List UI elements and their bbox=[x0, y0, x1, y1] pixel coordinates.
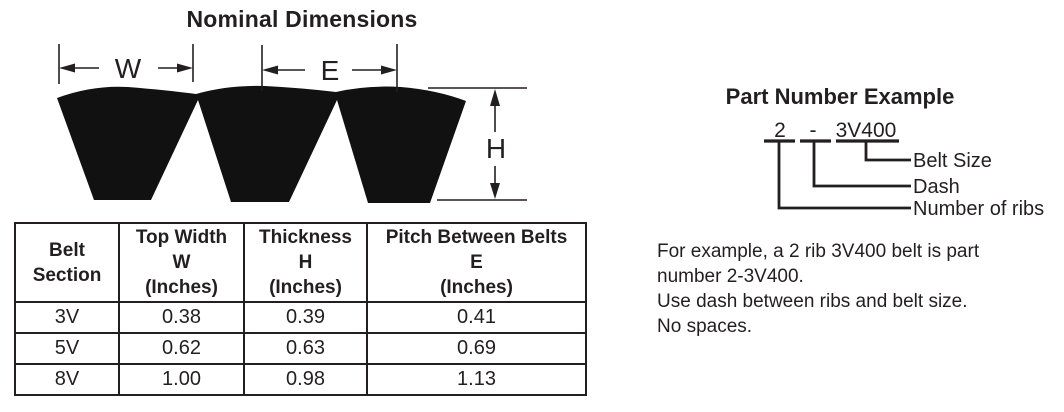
table-header-row bbox=[15, 223, 586, 302]
header-line: (Inches) bbox=[440, 277, 513, 298]
header-line: Top Width bbox=[135, 227, 228, 248]
dimension-e bbox=[262, 44, 397, 92]
header-line: W bbox=[172, 252, 191, 273]
cell-belt-section: 8V bbox=[15, 364, 119, 395]
note-line: Use dash between ribs and belt size. bbox=[657, 291, 968, 312]
cell-thickness: 0.98 bbox=[244, 364, 367, 395]
part-number-size: 3V400 bbox=[835, 119, 897, 142]
dim-label-w: W bbox=[114, 53, 142, 84]
part-number-notes bbox=[657, 239, 1057, 339]
part-number-ribs: 2 bbox=[774, 119, 786, 142]
label-number-of-ribs: Number of ribs bbox=[913, 198, 1045, 220]
header-line: H bbox=[298, 252, 313, 273]
dim-label-h: H bbox=[485, 133, 507, 164]
header-line: E bbox=[470, 252, 483, 273]
belt-dimensions-table bbox=[14, 222, 587, 396]
table-header-belt-section bbox=[15, 223, 119, 302]
dimension-w bbox=[59, 44, 193, 84]
dim-label-e: E bbox=[320, 55, 340, 86]
header-line: Section bbox=[32, 264, 102, 286]
part-number-example-title: Part Number Example bbox=[725, 84, 955, 109]
cell-belt-section: 5V bbox=[15, 333, 119, 364]
cell-pitch: 0.41 bbox=[367, 302, 586, 333]
label-belt-size: Belt Size bbox=[913, 150, 992, 172]
cell-top-width: 1.00 bbox=[119, 364, 244, 395]
table-row-8v bbox=[15, 364, 586, 395]
part-number-dash: - bbox=[809, 119, 817, 142]
table-row-3v bbox=[15, 302, 586, 333]
table-header-pitch bbox=[367, 223, 586, 302]
note-line: For example, a 2 rib 3V400 belt is part bbox=[657, 241, 980, 262]
dimension-h bbox=[428, 88, 527, 200]
table-header-top-width bbox=[119, 223, 244, 302]
header-line: Pitch Between Belts bbox=[385, 227, 568, 248]
cell-top-width: 0.38 bbox=[119, 302, 244, 333]
label-dash: Dash bbox=[913, 176, 960, 198]
part-number-leaders bbox=[779, 141, 911, 208]
header-line: Thickness bbox=[259, 227, 352, 248]
note-line: number 2-3V400. bbox=[657, 266, 804, 287]
nominal-dimensions-title: Nominal Dimensions bbox=[186, 6, 418, 32]
cell-thickness: 0.63 bbox=[244, 333, 367, 364]
note-line: No spaces. bbox=[657, 316, 753, 337]
header-line: (Inches) bbox=[145, 277, 218, 298]
header-line: (Inches) bbox=[269, 277, 342, 298]
belt-silhouette bbox=[57, 86, 466, 203]
header-line: Belt bbox=[49, 239, 85, 261]
table-row-5v bbox=[15, 333, 586, 364]
cell-pitch: 1.13 bbox=[367, 364, 586, 395]
cell-thickness: 0.39 bbox=[244, 302, 367, 333]
cell-pitch: 0.69 bbox=[367, 333, 586, 364]
table-header-thickness bbox=[244, 223, 367, 302]
cell-top-width: 0.62 bbox=[119, 333, 244, 364]
cell-belt-section: 3V bbox=[15, 302, 119, 333]
part-number-breakdown-diagram bbox=[755, 112, 1064, 224]
